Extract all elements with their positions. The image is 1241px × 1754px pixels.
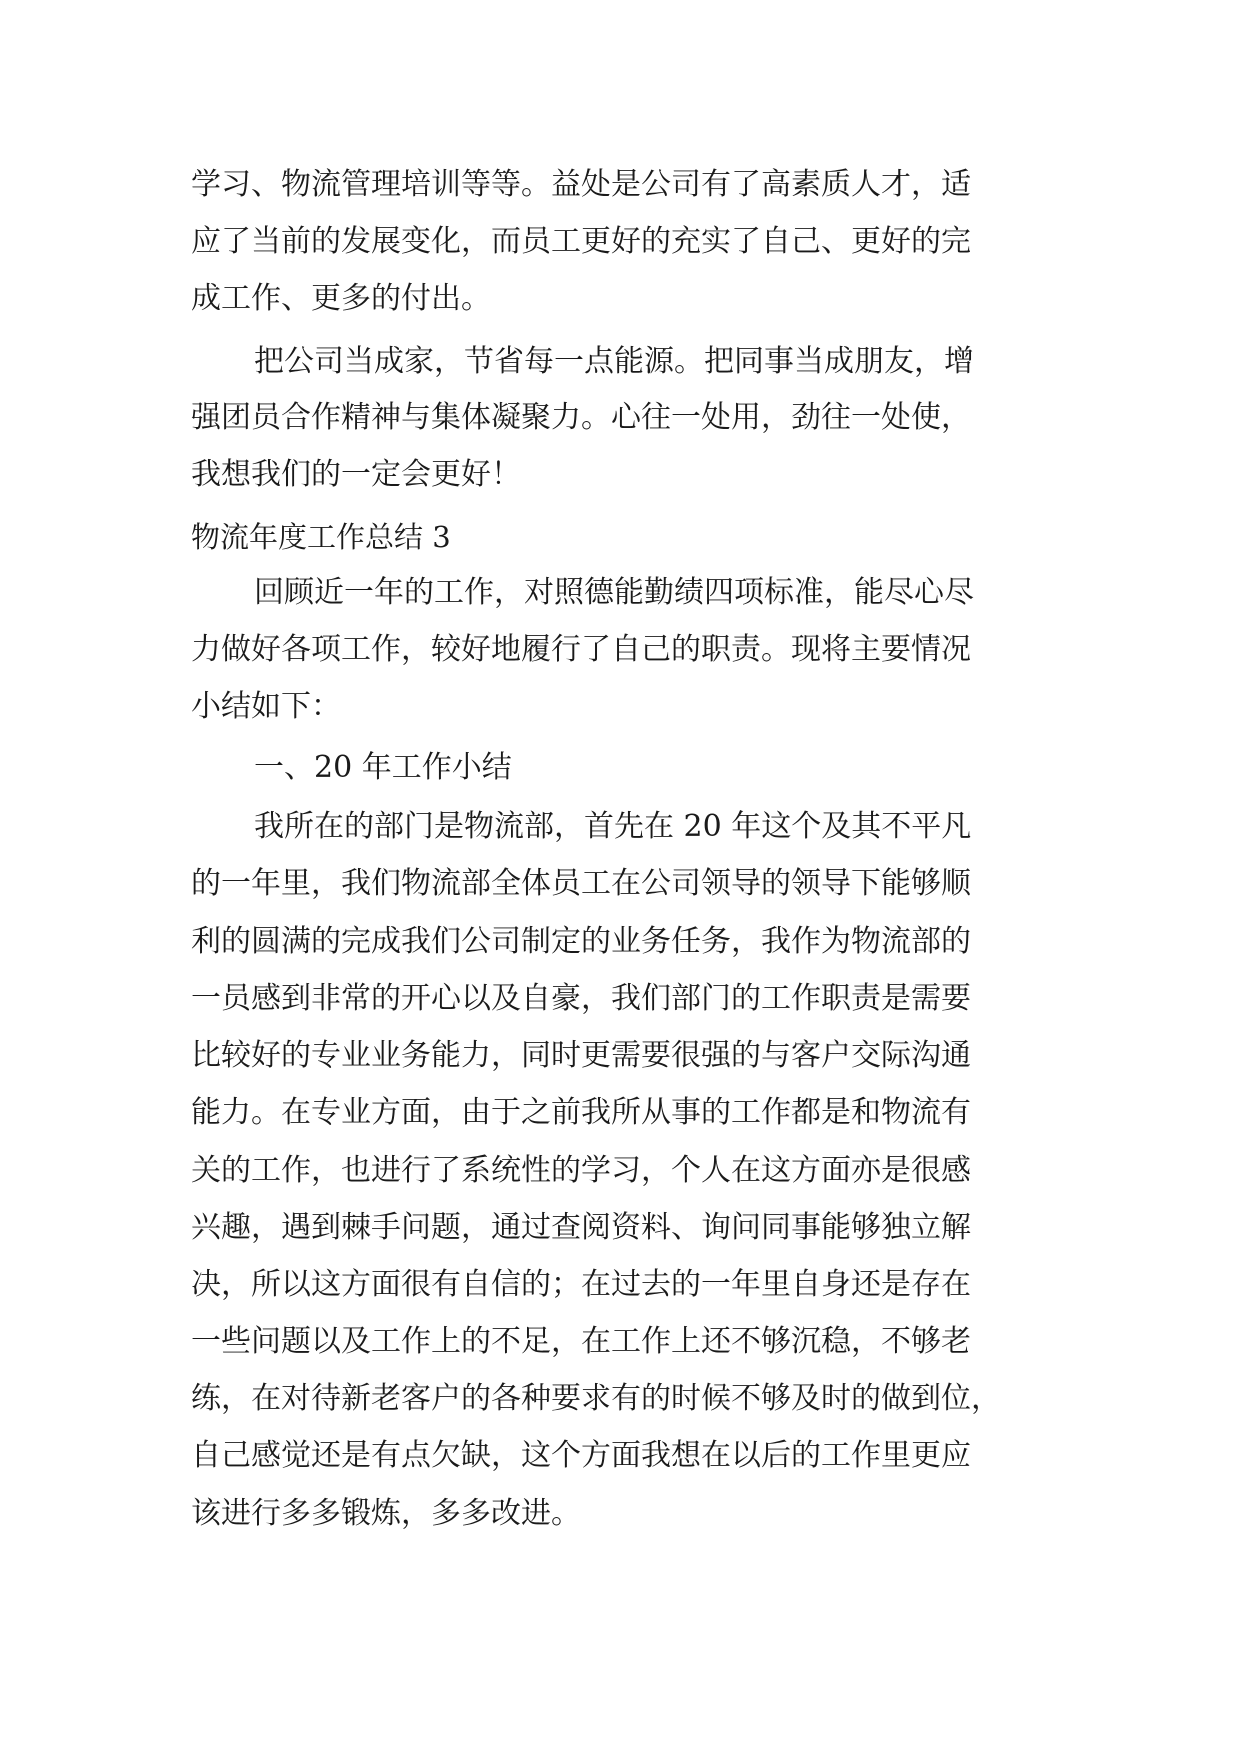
paragraph-line: 强团员合作精神与集体凝聚力。心往一处用，劲往一处使， xyxy=(191,400,971,435)
paragraph-line: 小结如下： xyxy=(191,689,341,724)
paragraph-line: 自己感觉还是有点欠缺，这个方面我想在以后的工作里更应 xyxy=(191,1438,971,1473)
paragraph-line: 能力。在专业方面，由于之前我所从事的工作都是和物流有 xyxy=(191,1095,971,1130)
paragraph-line: 练，在对待新老客户的各种要求有的时候不够及时的做到位， xyxy=(191,1381,1001,1416)
paragraph-line: 一些问题以及工作上的不足，在工作上还不够沉稳，不够老 xyxy=(191,1324,971,1359)
paragraph-line: 力做好各项工作，较好地履行了自己的职责。现将主要情况 xyxy=(191,632,971,667)
paragraph-line: 关的工作，也进行了系统性的学习，个人在这方面亦是很感 xyxy=(191,1153,971,1188)
paragraph-line: 学习、物流管理培训等等。益处是公司有了高素质人才，适 xyxy=(191,167,971,202)
paragraph-line: 回顾近一年的工作，对照德能勤绩四项标准，能尽心尽 xyxy=(254,575,974,610)
paragraph-line: 该进行多多锻炼，多多改进。 xyxy=(191,1496,581,1531)
paragraph-line: 利的圆满的完成我们公司制定的业务任务，我作为物流部的 xyxy=(191,924,971,959)
paragraph-line: 成工作、更多的付出。 xyxy=(191,281,491,316)
paragraph-line: 兴趣，遇到棘手问题，通过查阅资料、询问同事能够独立解 xyxy=(191,1210,971,1245)
paragraph-line: 我所在的部门是物流部，首先在 20 年这个及其不平凡 xyxy=(254,809,972,844)
paragraph-line: 比较好的专业业务能力，同时更需要很强的与客户交际沟通 xyxy=(191,1038,971,1073)
paragraph-line: 一员感到非常的开心以及自豪，我们部门的工作职责是需要 xyxy=(191,981,971,1016)
paragraph-line: 决，所以这方面很有自信的；在过去的一年里自身还是存在 xyxy=(191,1267,971,1302)
paragraph-line: 把公司当成家，节省每一点能源。把同事当成朋友，增 xyxy=(254,344,974,379)
subheading: 一、20 年工作小结 xyxy=(254,750,512,785)
paragraph-line: 应了当前的发展变化，而员工更好的充实了自己、更好的完 xyxy=(191,224,971,259)
paragraph-line: 的一年里，我们物流部全体员工在公司领导的领导下能够顺 xyxy=(191,866,971,901)
paragraph-line: 我想我们的一定会更好！ xyxy=(191,457,521,492)
section-title: 物流年度工作总结 3 xyxy=(191,520,451,554)
